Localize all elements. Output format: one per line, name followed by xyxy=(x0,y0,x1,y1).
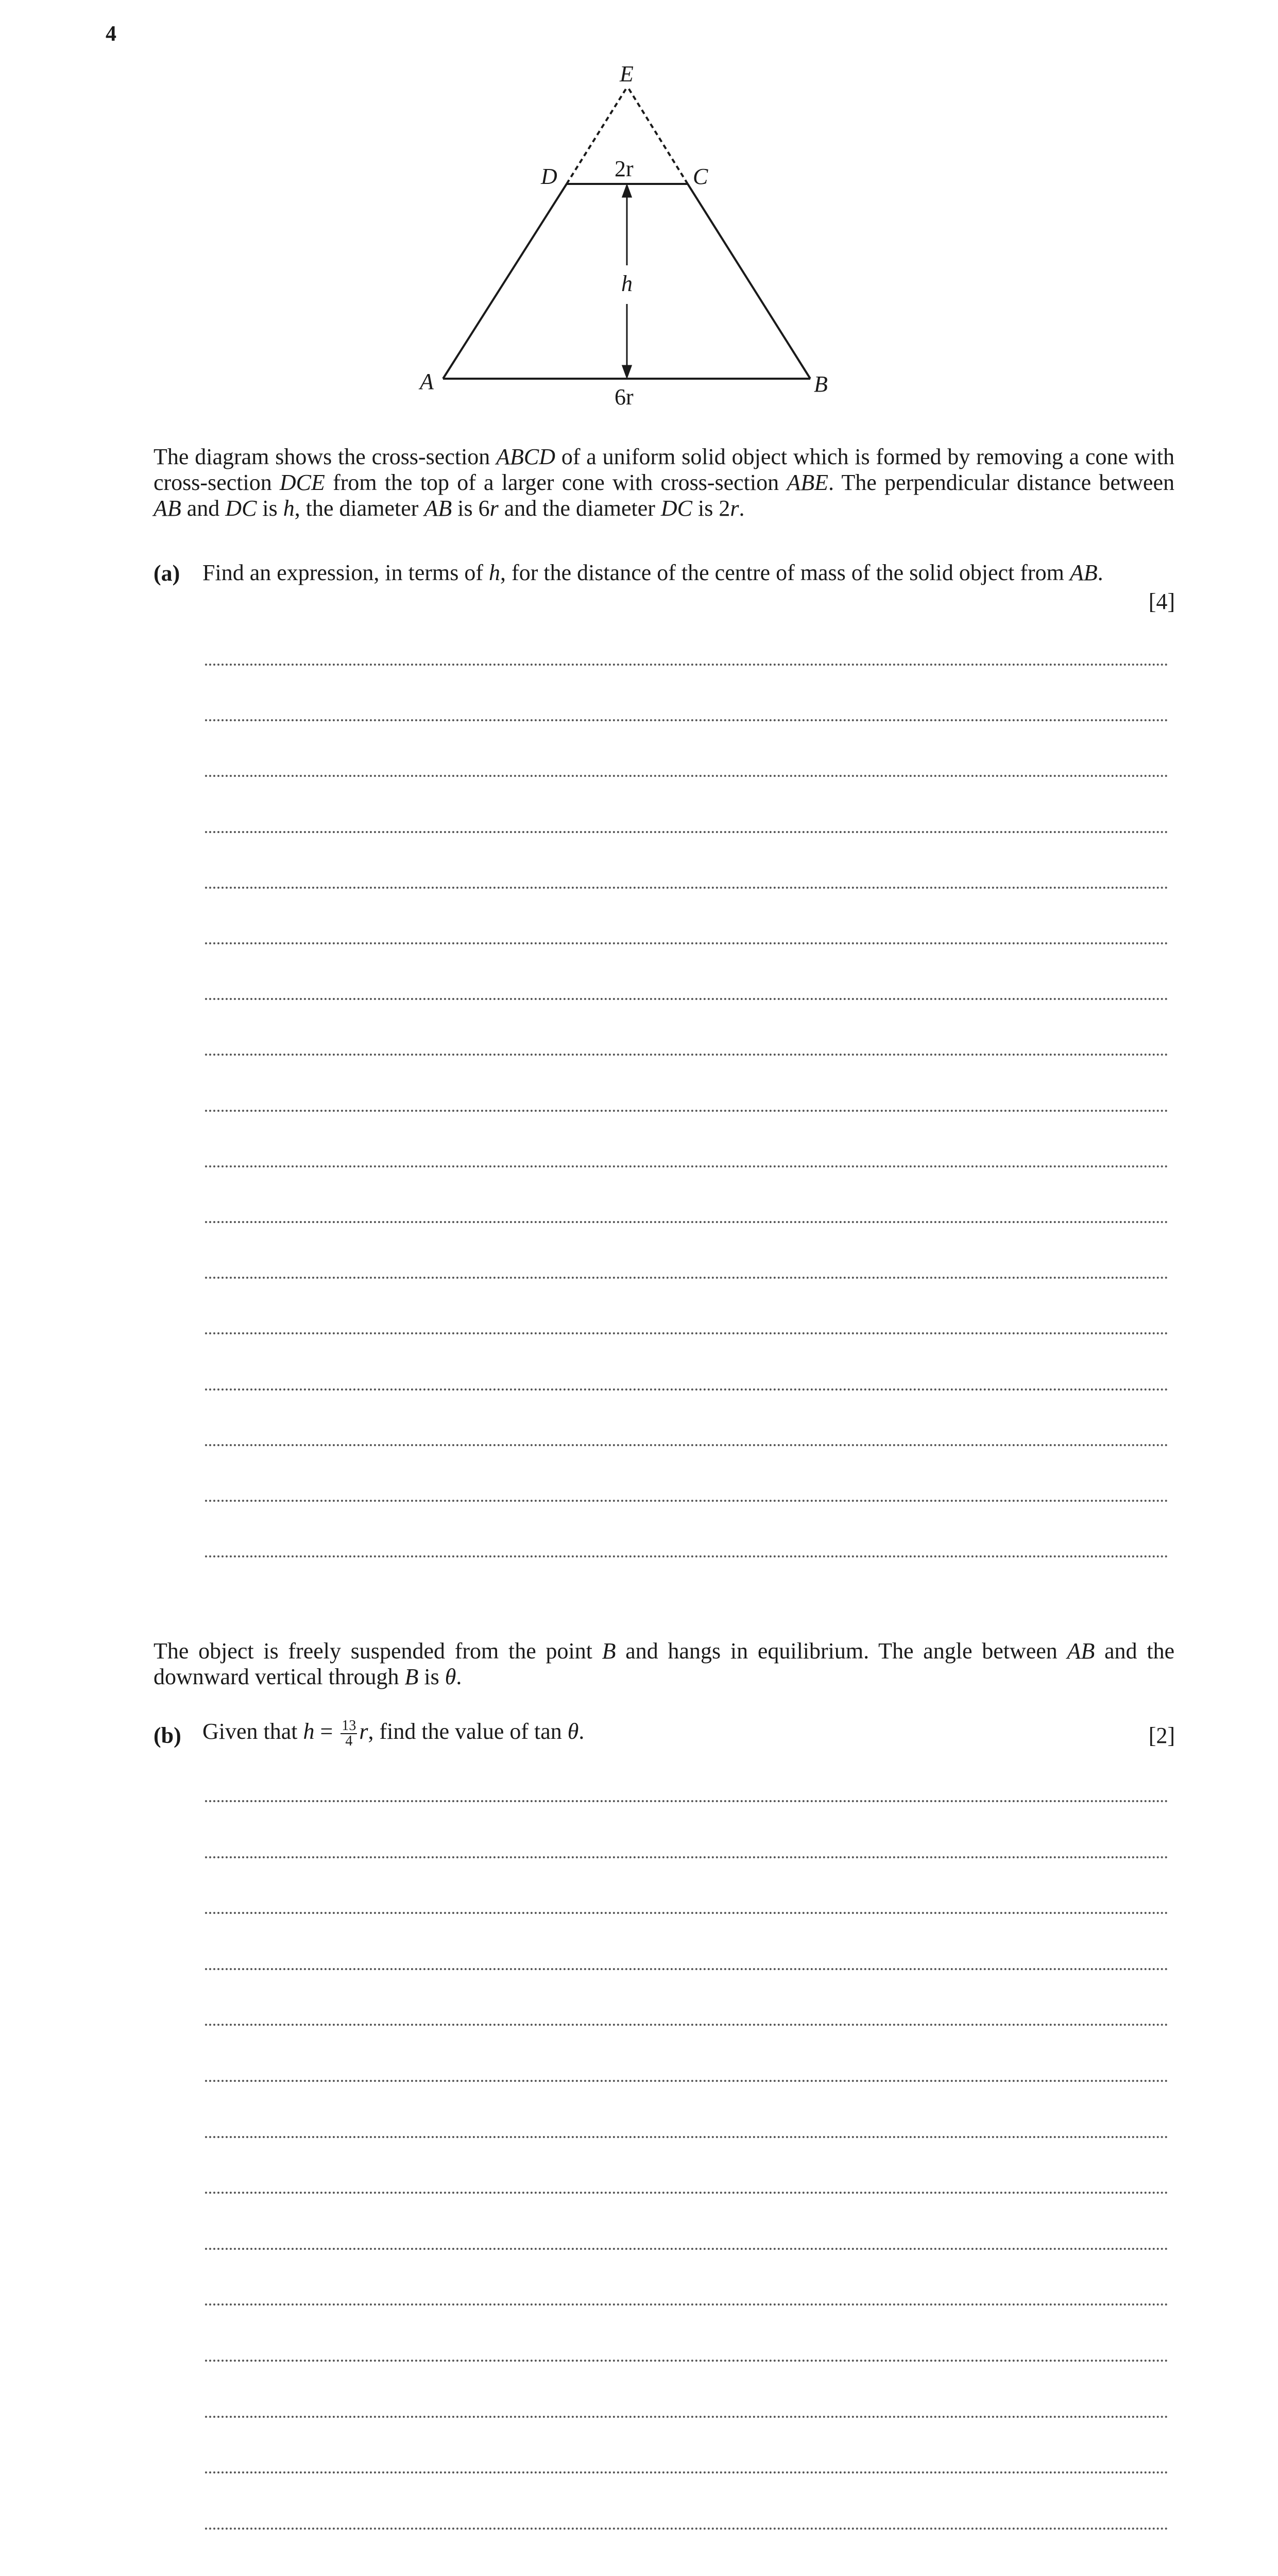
label-top-width: 2r xyxy=(615,156,634,181)
suspension-paragraph: The object is freely suspended from the point B and hangs in equilibrium. The angle between AB and the downward vertical through B is θ. xyxy=(154,1638,1174,1689)
answer-line[interactable] xyxy=(205,831,1168,833)
answer-line[interactable] xyxy=(205,1165,1168,1167)
label-height: h xyxy=(621,271,633,296)
answer-line[interactable] xyxy=(205,1968,1168,1970)
answer-line[interactable] xyxy=(205,1555,1168,1557)
question-a-marks: [4] xyxy=(1148,589,1175,614)
cone-cross-section-diagram xyxy=(0,0,1278,422)
answer-line[interactable] xyxy=(205,1221,1168,1223)
answer-line[interactable] xyxy=(205,2248,1168,2250)
question-b-label: (b) xyxy=(154,1723,181,1748)
answer-line[interactable] xyxy=(205,1054,1168,1056)
answer-line[interactable] xyxy=(205,2080,1168,2082)
answer-line[interactable] xyxy=(205,2192,1168,2194)
answer-line[interactable] xyxy=(205,1800,1168,1802)
side-ce xyxy=(627,87,688,184)
answer-line[interactable] xyxy=(205,2416,1168,2418)
answer-line[interactable] xyxy=(205,1277,1168,1279)
answer-line[interactable] xyxy=(205,998,1168,1000)
answer-line[interactable] xyxy=(205,1500,1168,1502)
answer-line[interactable] xyxy=(205,775,1168,777)
intro-paragraph: The diagram shows the cross-section ABCD of a uniform solid object which is formed by removing a cone with cross-section DCE from the top of a larger cone with cross-section ABE. The perpendicular distance between AB and DC is h, the diameter AB is 6r and the diameter DC is 2r. xyxy=(154,444,1174,521)
answer-line[interactable] xyxy=(205,2471,1168,2473)
answer-line[interactable] xyxy=(205,719,1168,721)
question-b-text: Given that h = $\frac{13}{4}$ r, find the value of tan θ. xyxy=(202,1718,585,1749)
answer-line[interactable] xyxy=(205,887,1168,889)
side-bc xyxy=(688,184,810,379)
label-b: B xyxy=(814,371,828,397)
answer-line[interactable] xyxy=(205,1110,1168,1112)
answer-line[interactable] xyxy=(205,1388,1168,1391)
answer-line[interactable] xyxy=(205,664,1168,666)
label-c: C xyxy=(693,164,708,189)
page-number: 4 xyxy=(106,22,116,46)
answer-line[interactable] xyxy=(205,1444,1168,1446)
answer-line[interactable] xyxy=(205,2136,1168,2138)
answer-line[interactable] xyxy=(205,2303,1168,2306)
answer-line[interactable] xyxy=(205,1856,1168,1858)
label-e: E xyxy=(620,61,634,87)
answer-line[interactable] xyxy=(205,2024,1168,2026)
label-base-width: 6r xyxy=(615,384,634,410)
answer-line[interactable] xyxy=(205,2528,1168,2530)
side-ad xyxy=(443,184,567,379)
question-a-label: (a) xyxy=(154,561,180,586)
label-d: D xyxy=(541,164,557,189)
answer-line[interactable] xyxy=(205,942,1168,944)
label-a: A xyxy=(420,369,434,394)
fraction-13-over-4: $\frac{13}{4}$ xyxy=(342,1718,356,1749)
answer-line[interactable] xyxy=(205,1332,1168,1334)
answer-line[interactable] xyxy=(205,2360,1168,2362)
question-b-marks: [2] xyxy=(1148,1723,1175,1748)
question-a-text: Find an expression, in terms of h, for the distance of the centre of mass of the solid object from AB. xyxy=(202,560,1103,585)
answer-line[interactable] xyxy=(205,1912,1168,1914)
